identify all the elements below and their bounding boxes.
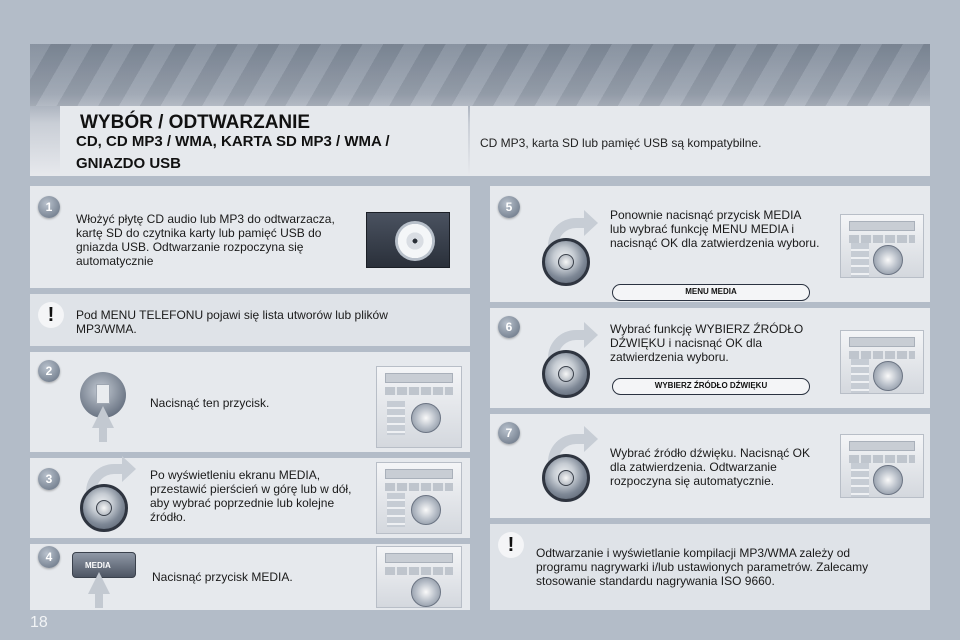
radio-knob xyxy=(873,465,903,495)
step-6-badge: 6 xyxy=(498,316,520,338)
select-source-label: WYBIERZ ŹRÓDŁO DŹWIĘKU xyxy=(612,378,810,395)
radio-panel-5 xyxy=(840,214,924,278)
radio-knob xyxy=(873,245,903,275)
dial-center-icon xyxy=(558,254,574,270)
menu-media-label: MENU MEDIA xyxy=(612,284,810,301)
document-icon xyxy=(96,384,110,404)
step-5-badge: 5 xyxy=(498,196,520,218)
radio-screen xyxy=(849,337,915,347)
step-1-badge: 1 xyxy=(38,196,60,218)
up-arrow-icon xyxy=(88,572,110,594)
radio-panel-7 xyxy=(840,434,924,498)
radio-panel-3 xyxy=(376,462,462,534)
radio-button-row xyxy=(385,483,453,491)
dial-center-icon xyxy=(96,500,112,516)
step-7-badge: 7 xyxy=(498,422,520,444)
radio-keypad xyxy=(851,463,869,497)
radio-screen xyxy=(385,553,453,563)
radio-knob xyxy=(411,577,441,607)
step-3-badge: 3 xyxy=(38,468,60,490)
radio-knob xyxy=(873,361,903,391)
dial-icon xyxy=(542,350,590,398)
radio-keypad xyxy=(851,359,869,393)
dial-center-icon xyxy=(558,470,574,486)
radio-knob xyxy=(411,495,441,525)
radio-screen xyxy=(385,469,453,479)
radio-keypad xyxy=(851,243,869,277)
radio-screen xyxy=(385,373,453,383)
radio-button-row xyxy=(385,387,453,395)
compat-text: CD MP3, karta SD lub pamięć USB są kompatybilne. xyxy=(480,136,762,150)
radio-panel-4 xyxy=(376,546,462,608)
radio-screen xyxy=(849,441,915,451)
radio-keypad xyxy=(387,493,405,527)
page-subtitle: CD, CD MP3 / WMA, KARTA SD MP3 / WMA / GNIAZDO USB xyxy=(76,133,390,172)
warning-icon: ! xyxy=(498,532,524,558)
dial-center-icon xyxy=(558,366,574,382)
cd-disc-icon xyxy=(395,221,435,261)
radio-button-row xyxy=(849,455,915,463)
radio-keypad xyxy=(387,401,405,435)
step-2-badge: 2 xyxy=(38,360,60,382)
radio-button-row xyxy=(385,567,453,575)
media-button: MEDIA xyxy=(72,552,136,578)
step-6-text: Wybrać funkcję WYBIERZ ŹRÓDŁO DŹWIĘKU i nacisnąć OK dla zatwierdzenia wyboru. xyxy=(610,322,804,364)
dial-icon xyxy=(80,484,128,532)
step-2-text: Nacisnąć ten przycisk. xyxy=(150,396,270,410)
radio-panel-6 xyxy=(840,330,924,394)
dial-icon xyxy=(542,238,590,286)
radio-button-row xyxy=(849,351,915,359)
step-4-text: Nacisnąć przycisk MEDIA. xyxy=(152,570,293,584)
page-title: WYBÓR / ODTWARZANIE xyxy=(80,112,311,133)
header-stripes xyxy=(30,44,930,106)
step-5-text: Ponownie nacisnąć przycisk MEDIA lub wybrać funkcję MENU MEDIA i nacisnąć OK dla zatwierdzenia wyboru. xyxy=(610,208,820,250)
page-number: 18 xyxy=(30,614,48,631)
step-4-badge: 4 xyxy=(38,546,60,568)
warning-icon: ! xyxy=(38,302,64,328)
radio-knob xyxy=(411,403,441,433)
radio-screen xyxy=(849,221,915,231)
note-1-text: Pod MENU TELEFONU pojawi się lista utworów lub plików MP3/WMA. xyxy=(76,308,388,336)
radio-panel-2 xyxy=(376,366,462,448)
cd-player-image xyxy=(366,212,450,268)
step-1-text: Włożyć płytę CD audio lub MP3 do odtwarzacza, kartę SD do czytnika karty lub pamięć USB do gniazda USB. Odtwarzanie rozpoczyna się automatycznie xyxy=(76,212,335,268)
note-2-text: Odtwarzanie i wyświetlanie kompilacji MP3/WMA zależy od programu nagrywarki i/lub ustawionych parametrów. Zalecamy stosowanie standardu nagrywania ISO 9660. xyxy=(536,546,869,588)
step-3-text: Po wyświetleniu ekranu MEDIA, przestawić pierścień w górę lub w dół, aby wybrać poprzednie lub kolejne źródło. xyxy=(150,468,352,524)
step-7-text: Wybrać źródło dźwięku. Nacisnąć OK dla zatwierdzenia. Odtwarzanie rozpoczyna się automatycznie. xyxy=(610,446,810,488)
up-arrow-icon xyxy=(92,406,114,428)
dial-icon xyxy=(542,454,590,502)
radio-button-row xyxy=(849,235,915,243)
